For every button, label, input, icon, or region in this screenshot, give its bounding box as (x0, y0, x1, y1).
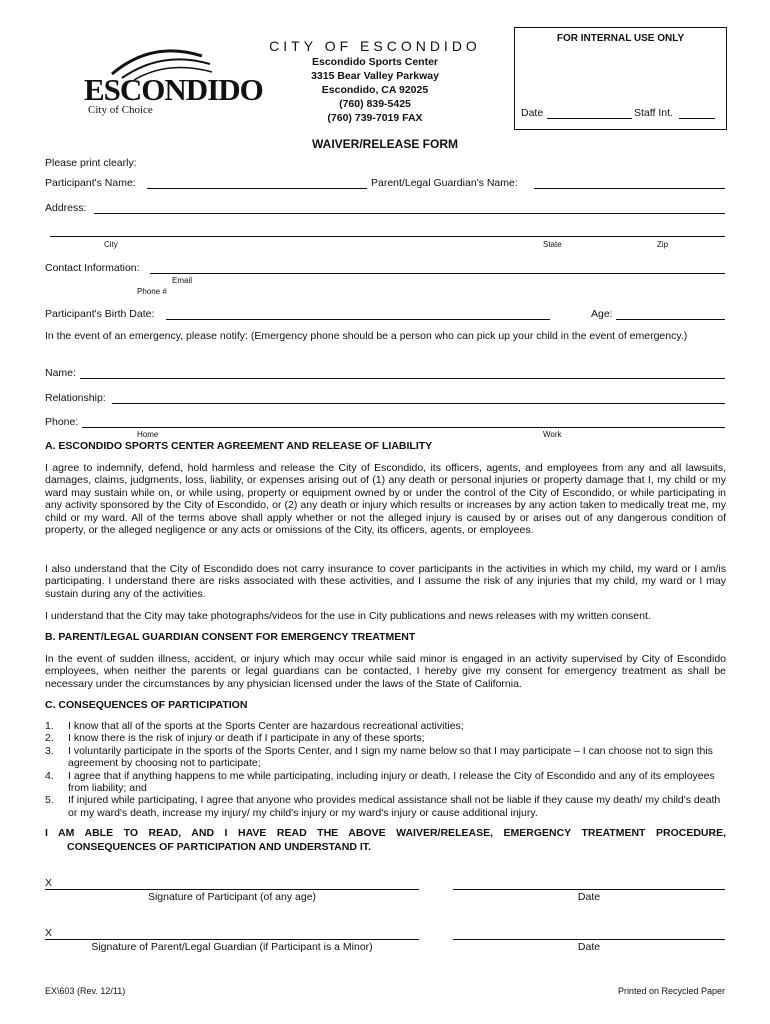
street-address: 3315 Bear Valley Parkway (311, 70, 439, 82)
form-title: WAIVER/RELEASE FORM (311, 137, 458, 151)
emergency-name-field[interactable] (80, 378, 725, 379)
guardian-x-mark: X (45, 927, 53, 939)
birth-date-field[interactable] (166, 319, 550, 320)
city-logo (82, 42, 263, 122)
form-id: EX\603 (Rev. 12/11) (45, 986, 126, 996)
zip-caption: Zip (657, 240, 669, 249)
phone-number: (760) 839-5425 (339, 98, 411, 110)
logo-wordmark: ESCONDIDO (84, 72, 263, 107)
phone-caption: Phone # (137, 287, 167, 296)
list-item: 1. I know that all of the sports at the Sports Center are hazardous recreational activities; (45, 720, 464, 732)
section-c-title: C. CONSEQUENCES OF PARTICIPATION (45, 699, 248, 711)
city-caption: City (104, 240, 118, 249)
internal-staff-field[interactable] (679, 118, 715, 119)
center-name: Escondido Sports Center (311, 56, 438, 68)
list-item: 2. I know there is the risk of injury or death if I participate in any of these sports; (45, 732, 425, 745)
internal-staff-label: Staff Int. (634, 107, 673, 119)
state-caption: State (543, 240, 562, 249)
section-a-paragraph-1: I agree to indemnify, defend, hold harmless and release the City of Escondido, its officers, agents, and employees from any and all lawsuits, damages, claims, judgments, loss, liability, or expenses arising out of (1) any death or personal injuries or property damage that I, my child or my ward may sustain while on, or while using, property or equipment owned by or under the control of the City of Escondido, or while participating in any activity sponsored by the City of Escondido, or (2) any death or injury which results or increases by any action taken to medically treat me, my child or my ward. All of the terms above shall apply whether or not the alleged injury is caused by or arises out of any dangerous condition of property, or the alleged negligence or any acts or omissions of the City, its officers, agents, or employees. (45, 462, 726, 537)
acknowledgement-line-1: I AM ABLE TO READ, AND I HAVE READ THE ABOVE WAIVER/RELEASE, EMERGENCY TREATMENT PROCEDURE, (45, 827, 726, 839)
address-label: Address: (45, 202, 87, 214)
emergency-name-label: Name: (45, 367, 76, 379)
relationship-field[interactable] (112, 403, 725, 404)
email-caption: Email (172, 276, 193, 285)
participant-name-label: Participant's Name: (45, 177, 136, 189)
participant-date-label: Date (577, 891, 601, 903)
participant-signature-label: Signature of Participant (of any age) (147, 891, 317, 903)
section-b-paragraph: In the event of sudden illness, accident, or injury which may occur while said minor is engaged in an activity supervised by City of Escondido employees, when neither the parents or legal guardians can be contacted, I hereby give my consent for emergency treatment as shall be necessary under the circumstances by any physician licensed under the laws of the State of California. (45, 653, 726, 690)
guardian-signature-label: Signature of Parent/Legal Guardian (if Participant is a Minor) (91, 941, 373, 953)
section-a-title: A. ESCONDIDO SPORTS CENTER AGREEMENT AND RELEASE OF LIABILITY (45, 440, 433, 452)
city-name: CITY OF ESCONDIDO (269, 38, 481, 54)
print-clearly-label: Please print clearly: (45, 157, 137, 169)
guardian-date-label: Date (577, 941, 601, 953)
participant-name-field[interactable] (147, 188, 367, 189)
guardian-name-label: Parent/Legal Guardian's Name: (371, 177, 518, 189)
section-b-title: B. PARENT/LEGAL GUARDIAN CONSENT FOR EMERGENCY TREATMENT (45, 631, 416, 643)
address-field[interactable] (94, 213, 725, 214)
guardian-signature-field[interactable] (45, 939, 419, 940)
participant-signature-field[interactable] (45, 889, 419, 890)
contact-field[interactable] (150, 273, 725, 274)
list-item: 4. I agree that if anything happens to me while participating, including injury or death, I release the City of Escondido and any of its employees from liability; and (45, 769, 715, 795)
acknowledgement-line-2: CONSEQUENCES OF PARTICIPATION AND UNDERSTAND IT. (67, 841, 371, 853)
emergency-phone-field[interactable] (82, 427, 725, 428)
city-state-zip: Escondido, CA 92025 (321, 84, 429, 96)
age-field[interactable] (616, 319, 725, 320)
consequences-list (45, 720, 726, 819)
emergency-note: In the event of an emergency, please notify: (Emergency phone should be a person who can pick up your child in the event of emergency.) (45, 330, 688, 342)
internal-use-box (514, 27, 727, 130)
guardian-name-field[interactable] (534, 188, 725, 189)
fax-number: (760) 739-7019 FAX (327, 112, 423, 124)
list-item: 3. I voluntarily participate in the sports of the Sports Center, and I sign my name below so that I may participate – I can choose not to sign this agreement by choosing not to participate; (45, 744, 713, 770)
home-caption: Home (137, 430, 159, 439)
age-label: Age: (591, 308, 613, 320)
work-caption: Work (543, 430, 562, 439)
relationship-label: Relationship: (45, 392, 106, 404)
section-a-paragraph-2: I also understand that the City of Escondido does not carry insurance to cover participants in the activities in which my child, my ward or I am/is participating. I understand there are risks associated with these activities, and I assume the risk of any injuries that my child, my ward or I may sustain during any of the activities. (45, 563, 726, 600)
participant-date-field[interactable] (453, 889, 725, 890)
city-state-zip-field[interactable] (50, 236, 725, 237)
emergency-phone-label: Phone: (45, 416, 79, 428)
contact-label: Contact Information: (45, 262, 140, 274)
logo-tagline: City of Choice (88, 104, 153, 116)
recycled-note: Printed on Recycled Paper (617, 986, 725, 996)
internal-date-label: Date (521, 107, 544, 119)
internal-use-title: FOR INTERNAL USE ONLY (556, 33, 685, 44)
guardian-date-field[interactable] (453, 939, 725, 940)
list-item: 5. If injured while participating, I agree that anyone who provides medical assistance shall not be liable if they cause my death/ my child's death or my ward's death, increase my injury/ my child's injury or my ward's injury or cause additional injury. (45, 794, 721, 819)
birth-date-label: Participant's Birth Date: (45, 308, 155, 320)
participant-x-mark: X (45, 877, 53, 889)
section-a-paragraph-3: I understand that the City may take photographs/videos for the use in City publications and news releases with my written consent. (45, 610, 651, 622)
internal-date-field[interactable] (547, 118, 632, 119)
